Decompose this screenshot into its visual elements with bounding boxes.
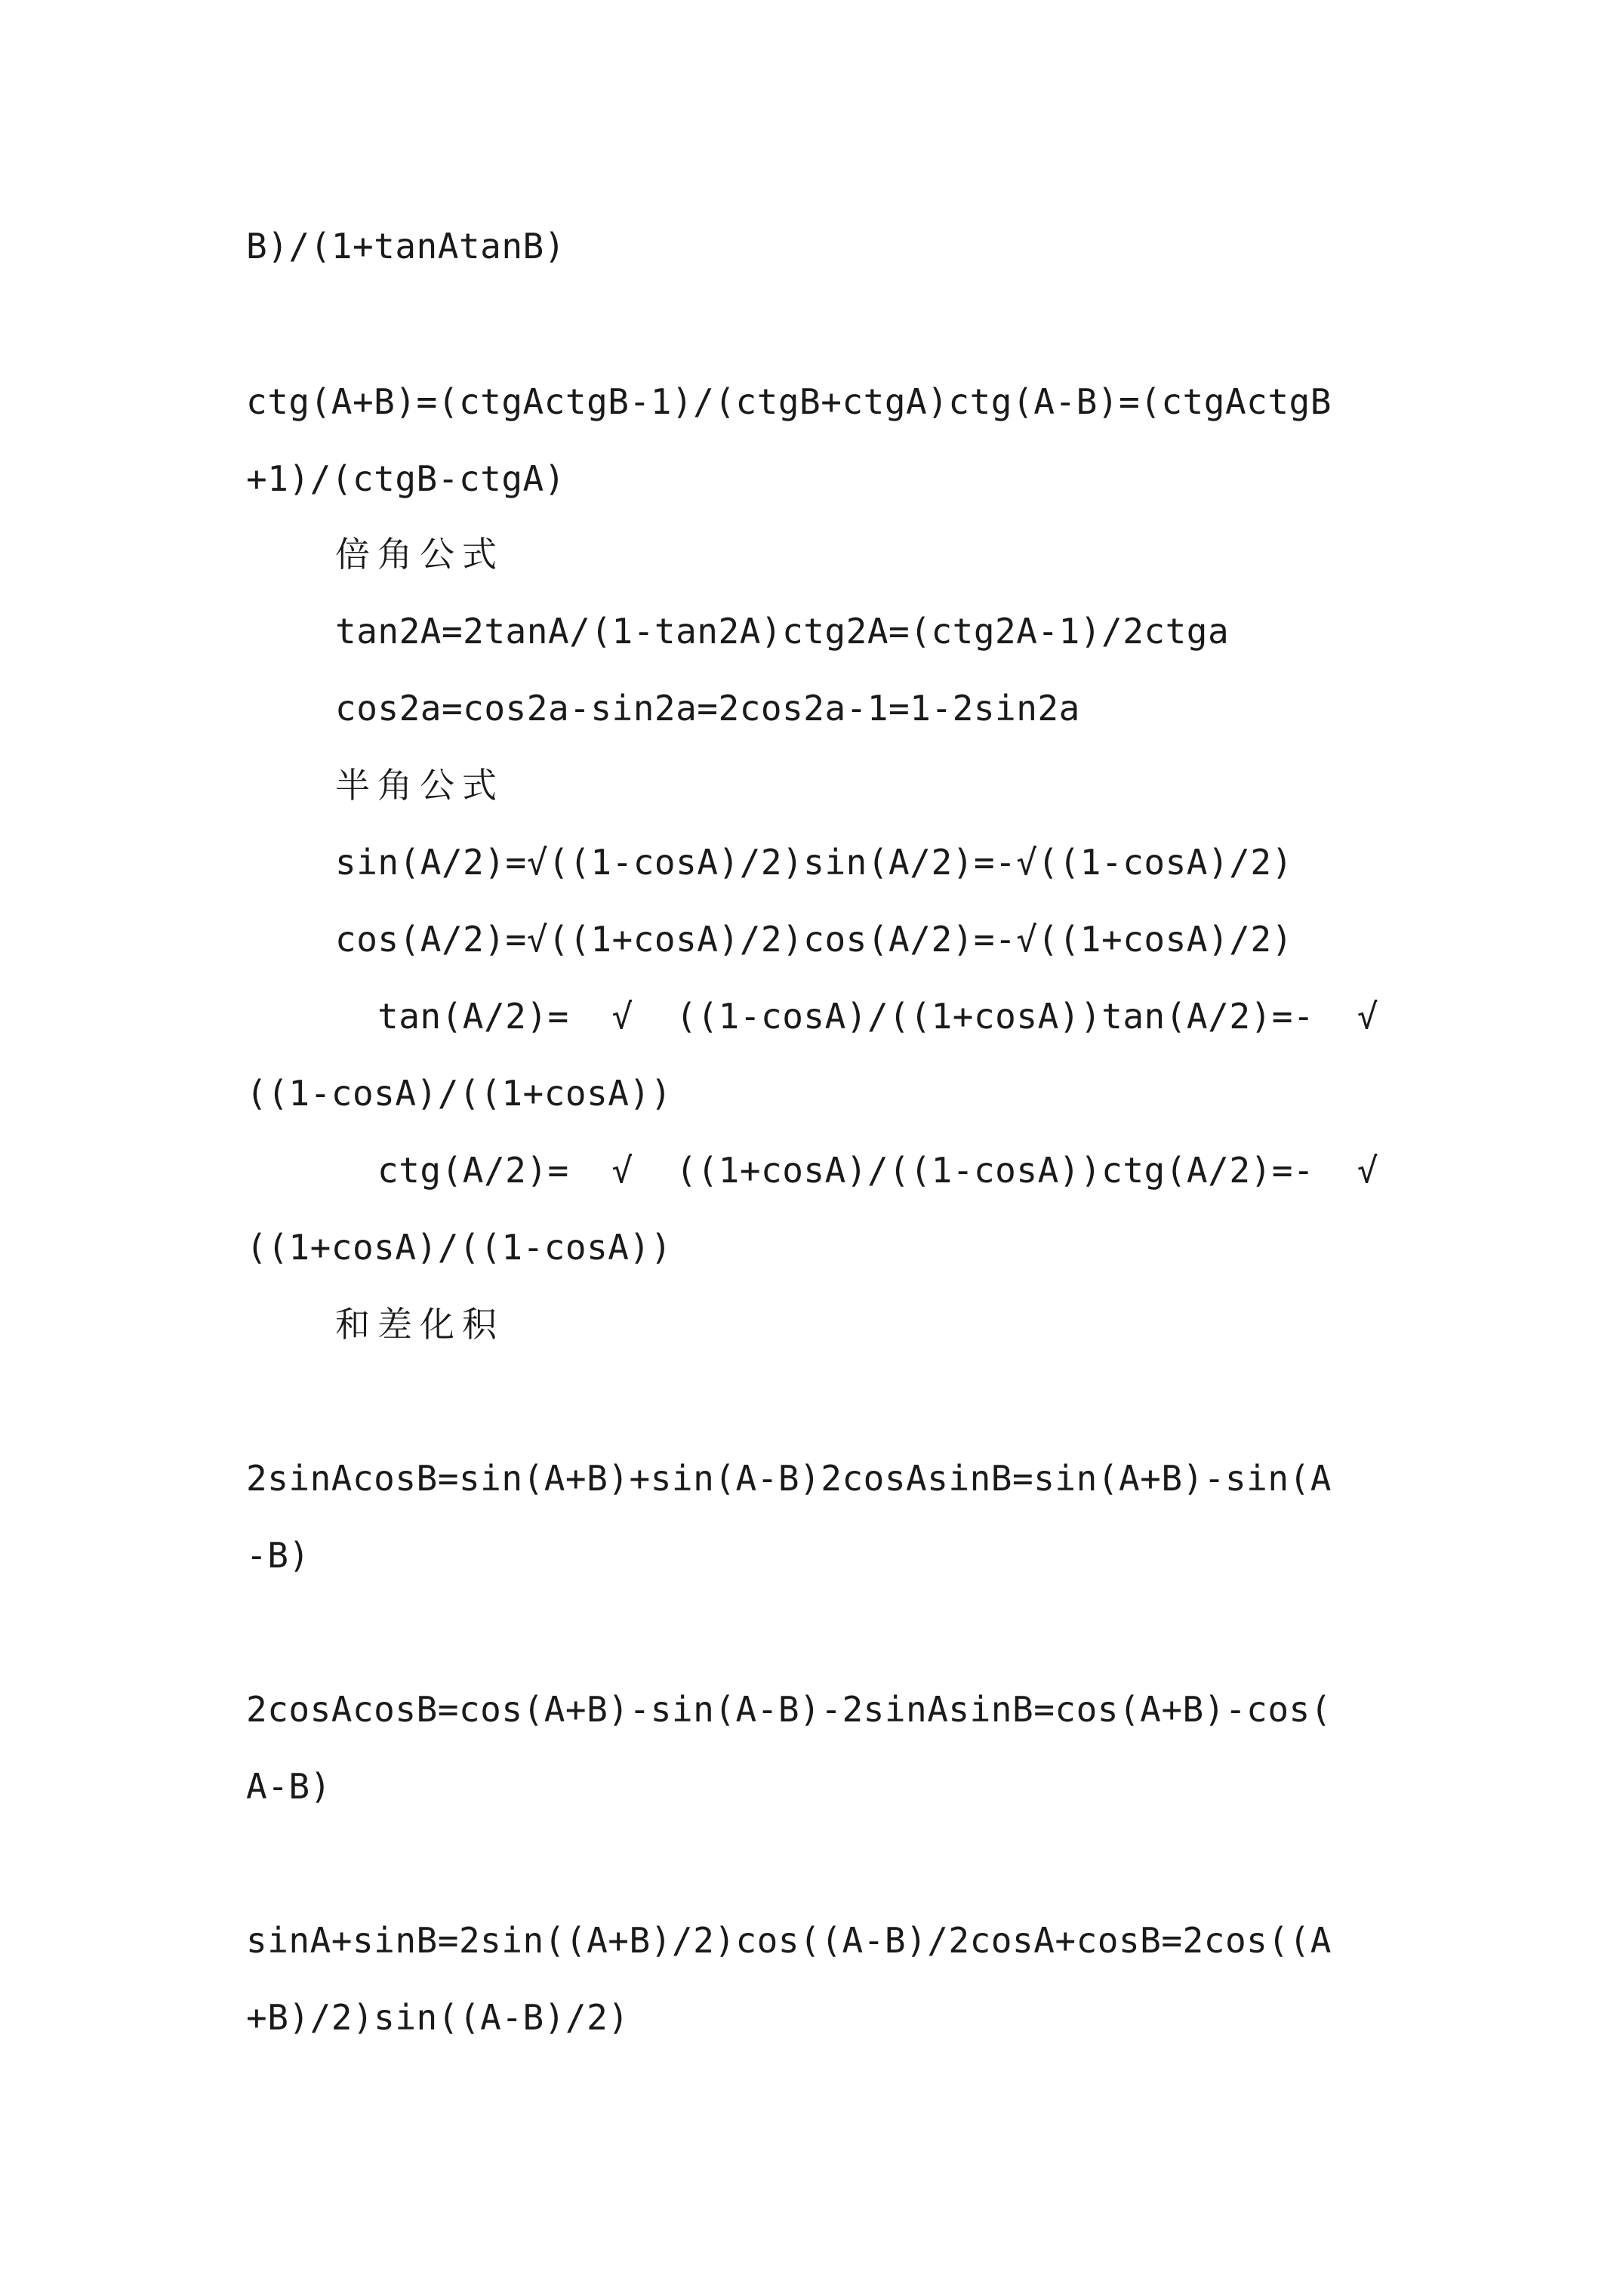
formula-line: +B)/2)sin((A-B)/2) (246, 1997, 630, 2038)
formula-line: cos2a=cos2a-sin2a=2cos2a-1=1-2sin2a (335, 688, 1080, 729)
formula-part: ((1-cosA)/((1+cosA))tan(A/2)=- (676, 996, 1315, 1037)
section-heading-sum-to-product: 和差化积 (335, 1304, 504, 1345)
formula-part: √ (611, 1150, 633, 1191)
formula-line: ((1-cosA)/((1+cosA)) (246, 1073, 672, 1114)
formula-part: √ (611, 996, 633, 1037)
formula-line: B)/(1+tanAtanB) (246, 226, 565, 267)
formula-line: 2sinAcosB=sin(A+B)+sin(A-B)2cosAsinB=sin(A+B)-sin(A (246, 1458, 1332, 1499)
section-heading-half-angle: 半角公式 (335, 765, 504, 806)
formula-line: cos(A/2)=√((1+cosA)/2)cos(A/2)=-√((1+cosA)/2) (335, 919, 1293, 960)
formula-line: +1)/(ctgB-ctgA) (246, 458, 565, 499)
section-heading-double-angle: 倍角公式 (335, 534, 504, 575)
formula-part: ((1+cosA)/((1-cosA))ctg(A/2)=- (676, 1150, 1315, 1191)
formula-part: ctg(A/2)= (377, 1150, 569, 1191)
formula-line-justified (377, 994, 1378, 1039)
formula-line: -B) (246, 1535, 310, 1576)
formula-line: sinA+sinB=2sin((A+B)/2)cos((A-B)/2cosA+cosB=2cos((A (246, 1920, 1332, 1961)
formula-line: A-B) (246, 1766, 331, 1807)
formula-part: √ (1357, 1150, 1378, 1191)
formula-line: ctg(A+B)=(ctgActgB-1)/(ctgB+ctgA)ctg(A-B)=(ctgActgB (246, 381, 1332, 422)
formula-line: 2cosAcosB=cos(A+B)-sin(A-B)-2sinAsinB=cos(A+B)-cos( (246, 1689, 1332, 1730)
formula-part: √ (1357, 996, 1378, 1037)
formula-line-justified (377, 1148, 1378, 1193)
formula-line: tan2A=2tanA/(1-tan2A)ctg2A=(ctg2A-1)/2ctga (335, 611, 1230, 652)
formula-line: sin(A/2)=√((1-cosA)/2)sin(A/2)=-√((1-cosA)/2) (335, 842, 1293, 883)
formula-part: tan(A/2)= (377, 996, 569, 1037)
formula-line: ((1+cosA)/((1-cosA)) (246, 1227, 672, 1268)
